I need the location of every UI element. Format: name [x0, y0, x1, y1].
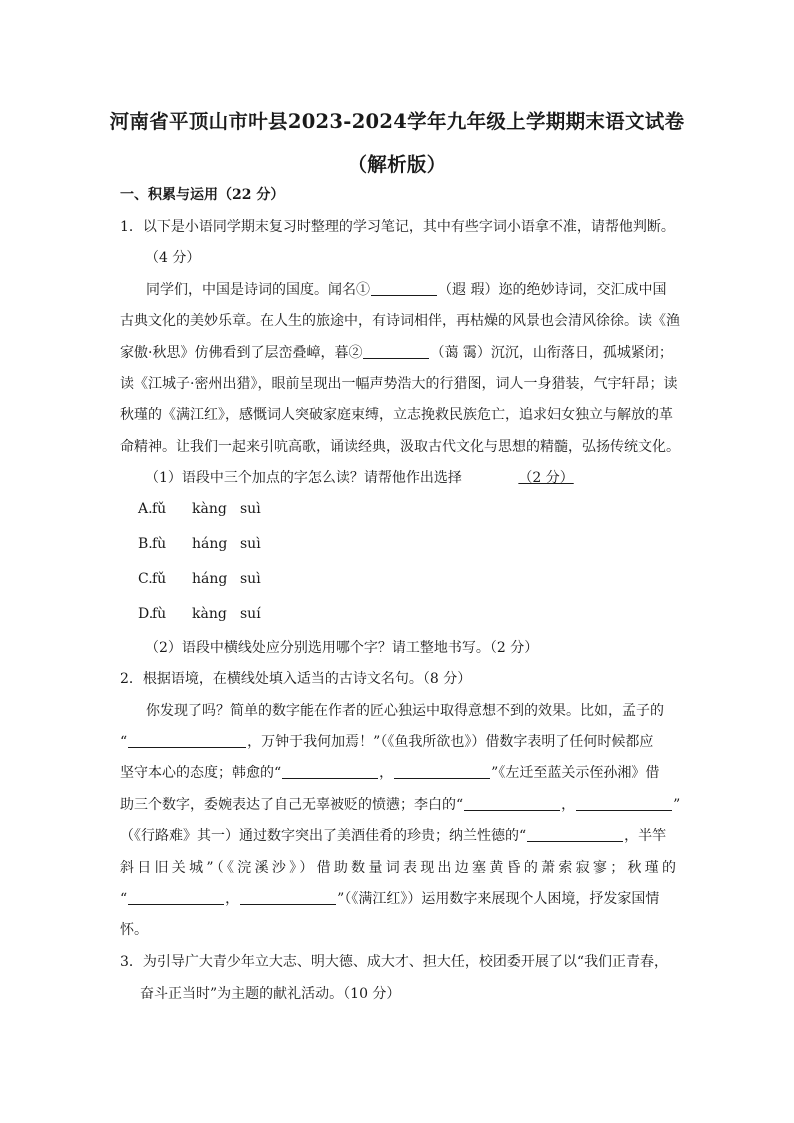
q1-paragraph-line-1: 同学们，中国是诗词的国度。闻名① （遐 瑕）迩的绝妙诗词，交汇成中国 [146, 282, 667, 298]
q2-line-7: “ ， ”（《满江红》）运用数字来展现个人困境，抒发家国情 [120, 891, 660, 907]
answer-blank-2[interactable] [363, 344, 429, 359]
q1-paragraph-line-6: 命精神。让我们一起来引吭高歌，诵读经典，汲取古代文化与思想的精髓，弘扬传统文化。 [120, 439, 680, 455]
answer-blank-5[interactable] [394, 764, 490, 779]
q2-line-5: （《行路难》其一）通过数字突出了美酒佳肴的珍贵；纳兰性德的“ ，半竿 [120, 828, 667, 844]
q2-line-8: 怀。 [120, 922, 148, 938]
q1-score: （4 分） [145, 250, 201, 266]
q2-line-4: 助三个数字，委婉表达了自己无辜被贬的愤懑；李白的“ ， ” [120, 797, 681, 813]
q2-line-6: 斜日旧关城”（《浣溪沙》）借助数量词表现出边塞黄昏的萧索寂寥；秋瑾的 [120, 860, 676, 876]
q1-sub-question-2: （2）语段中横线处应分别选用哪个字？请工整地书写。（2 分） [145, 640, 539, 656]
answer-blank-4[interactable] [282, 764, 378, 779]
exam-subtitle: （解析版） [347, 153, 447, 176]
option-b[interactable]: B.fù háng suì [138, 536, 261, 552]
option-d[interactable]: D.fù kàng suí [138, 606, 261, 622]
answer-blank-6[interactable] [464, 796, 560, 811]
q1-sub-question-1: （1）语段中三个加点的字怎么读？请帮他作出选择 （2 分） [145, 470, 574, 486]
q1-paragraph-line-2: 古典文化的美妙乐章。在人生的旅途中，有诗词相伴，再枯燥的风景也会清风徐徐。读《渔 [120, 313, 680, 329]
exam-title: 河南省平顶山市叶县2023-2024学年九年级上学期期末语文试卷 [109, 110, 685, 133]
q3-stem-line-2: 奋斗正当时”为主题的献礼活动。（10 分） [140, 986, 401, 1002]
answer-blank-9[interactable] [128, 890, 224, 905]
section-heading: 一、积累与运用（22 分） [120, 187, 285, 203]
q2-line-2: “ ，万钟于我何加焉！”（《鱼我所欲也》）借数字表明了任何时候都应 [120, 734, 654, 750]
q1-sub1-score: （2 分） [518, 470, 574, 486]
option-a[interactable]: A.fǔ kàng suì [138, 501, 261, 517]
option-c[interactable]: C.fǔ háng suì [138, 571, 261, 587]
q1-stem: 1．以下是小语同学期末复习时整理的学习笔记，其中有些字词小语拿不准，请帮他判断。 [120, 219, 675, 235]
q2-line-3: 坚守本心的态度；韩愈的“ ， ”《左迁至蓝关示侄孙湘》借 [120, 765, 660, 781]
q2-line-1: 你发现了吗？简单的数字能在作者的匠心独运中取得意想不到的效果。比如，孟子的 [146, 703, 664, 719]
q1-paragraph-line-5: 秋瑾的《满江红》，感慨词人突破家庭束缚，立志挽救民族危亡，追求妇女独立与解放的革 [120, 407, 673, 423]
q3-stem-line-1: 3．为引导广大青少年立大志、明大德、成大才、担大任，校团委开展了以“我们正青春， [120, 954, 669, 970]
answer-blank-8[interactable] [527, 827, 623, 842]
answer-blank-7[interactable] [576, 796, 672, 811]
q1-paragraph-line-3: 家傲·秋思》仿佛看到了层峦叠嶂，暮② （蔼 霭）沉沉，山衔落日，孤城紧闭； [120, 345, 673, 361]
answer-blank-10[interactable] [240, 890, 336, 905]
answer-blank-1[interactable] [371, 281, 437, 296]
q2-stem: 2．根据语境，在横线处填入适当的古诗文名句。（8 分） [120, 671, 472, 687]
q1-paragraph-line-4: 读《江城子·密州出猎》，眼前呈现出一幅声势浩大的行猎图，词人一身猎装，气宇轩昂；读 [120, 376, 678, 392]
answer-blank-3[interactable] [128, 733, 246, 748]
